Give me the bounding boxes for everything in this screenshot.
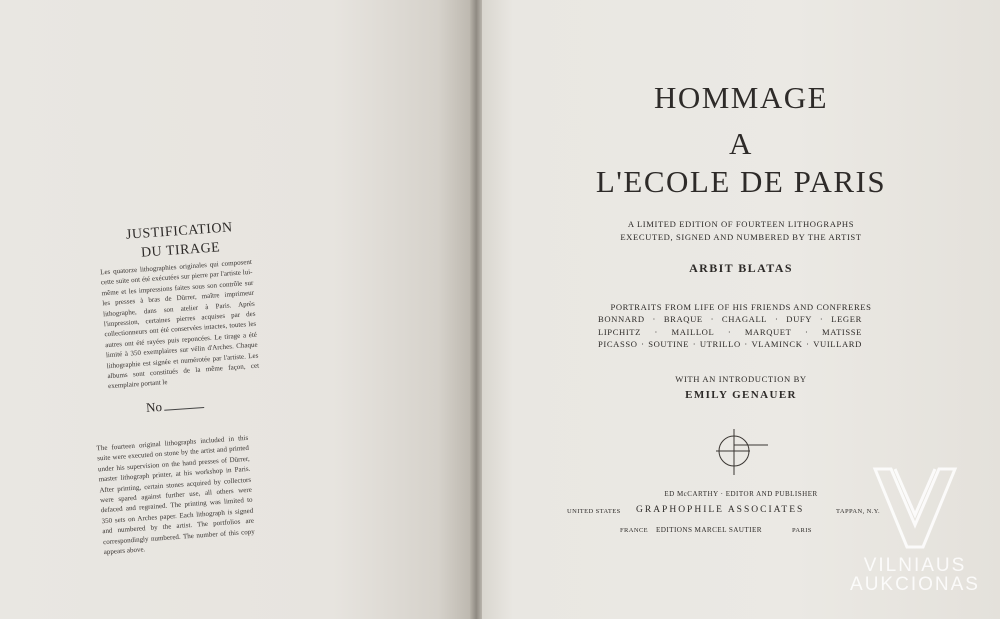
artist-entry: MARQUET <box>744 326 792 337</box>
artist-entry: CHAGALL <box>721 314 768 324</box>
edition-line-1: A LIMITED EDITION OF FOURTEEN LITHOGRAPHS <box>627 219 855 229</box>
fr-publisher: EDITIONS MARCEL SAUTIER <box>656 526 762 534</box>
separator-dot: · <box>641 339 645 350</box>
artist-entry: LIPCHITZ <box>598 326 641 337</box>
us-label: UNITED STATES <box>567 508 621 515</box>
editor-line: ED McCARTHY · EDITOR AND PUBLISHER <box>664 490 818 498</box>
title-line-3: L'ECOLE DE PARIS <box>595 164 887 199</box>
us-publisher: GRAPHOPHILE ASSOCIATES <box>636 505 805 515</box>
artist-entry: BONNARD <box>598 314 645 324</box>
artist-entry: VLAMINCK <box>751 339 803 350</box>
fr-city: PARIS <box>792 527 812 534</box>
publisher-emblem-icon <box>712 425 772 479</box>
separator-dot: · <box>654 326 658 337</box>
number-blank <box>164 407 204 411</box>
separator-dot: · <box>774 314 779 324</box>
separator-dot: · <box>805 326 809 337</box>
artist-entry: DUFY <box>786 314 813 324</box>
intro-line: WITH AN INTRODUCTION BY <box>675 374 807 384</box>
separator-dot: · <box>692 339 697 350</box>
artist-entry: MATISSE <box>821 326 862 337</box>
separator-dot: · <box>652 314 656 324</box>
separator-dot: · <box>710 314 715 324</box>
title-line-1: HOMMAGE <box>653 80 829 115</box>
fr-label: FRANCE <box>620 527 649 534</box>
watermark-logo-icon <box>869 465 961 551</box>
french-paragraph: Les quatorze lithographies originales qui composent cette suite ont été exécutées sur pierre par l'artiste lui-même et les impressions faites sous son contrôle sur les presses à bras de Dürrer, maître imprimeur lithographe, dans son atelier à Paris. Après l'impression, certaines pierres acquises par des collectionneurs ont été conservées intactes, toutes les autres ont été rayées puis reponcées. Le tirage a été limité à 350 exemplaires sur vélin d'Arches. Chaque lithographie est signée et numérotée par l'artiste. Les albums sont constitués de la même façon, cet exemplaire portant le <box>99 257 260 391</box>
separator-dot: · <box>727 326 732 337</box>
artist-entry: VUILLARD <box>813 339 862 350</box>
intro-author: EMILY GENAUER <box>685 389 797 401</box>
separator-dot: · <box>819 314 824 324</box>
artist-row <box>598 338 862 351</box>
us-city: TAPPAN, N.Y. <box>836 508 881 515</box>
artist-name: ARBIT BLATAS <box>689 261 793 275</box>
artist-entry: SOUTINE <box>648 339 690 350</box>
artist-row <box>598 326 862 339</box>
title-line-2: A <box>729 126 753 161</box>
justification-title: JUSTIFICATION DU TIRAGE <box>125 220 234 261</box>
auction-watermark <box>830 465 1000 594</box>
separator-dot: · <box>806 339 810 350</box>
artist-entry: LEGER <box>831 314 862 324</box>
separator-dot: · <box>744 339 748 350</box>
artist-entry: PICASSO <box>598 339 638 350</box>
artist-entry: BRAQUE <box>663 314 703 324</box>
number-label: No <box>145 398 163 416</box>
portraits-line: PORTRAITS FROM LIFE OF HIS FRIENDS AND CONFRERES <box>610 302 872 312</box>
artist-entry: MAILLOL <box>671 326 715 337</box>
artist-row <box>598 313 862 326</box>
english-paragraph: The fourteen original lithographs included in this suite were executed on stone by the artist and printed under his supervision on the hand presses of Dürrer, master lithograph printer, at his workshop in Paris. After printing, certain stones acquired by collectors were spared against further use, all others were defaced and regrained. The printing was limited to 350 sets on Arches paper. Each lithograph is signed and numbered by the artist. The portfolios are correspondingly numbered. The number of this copy appears above. <box>96 433 255 557</box>
artist-list <box>598 313 862 351</box>
watermark-line-2: AUKCIONAS <box>850 574 980 595</box>
edition-line-2: EXECUTED, SIGNED AND NUMBERED BY THE ARTIST <box>620 232 862 242</box>
watermark-line-1: VILNIAUS <box>863 555 967 576</box>
artist-entry: UTRILLO <box>699 339 741 350</box>
